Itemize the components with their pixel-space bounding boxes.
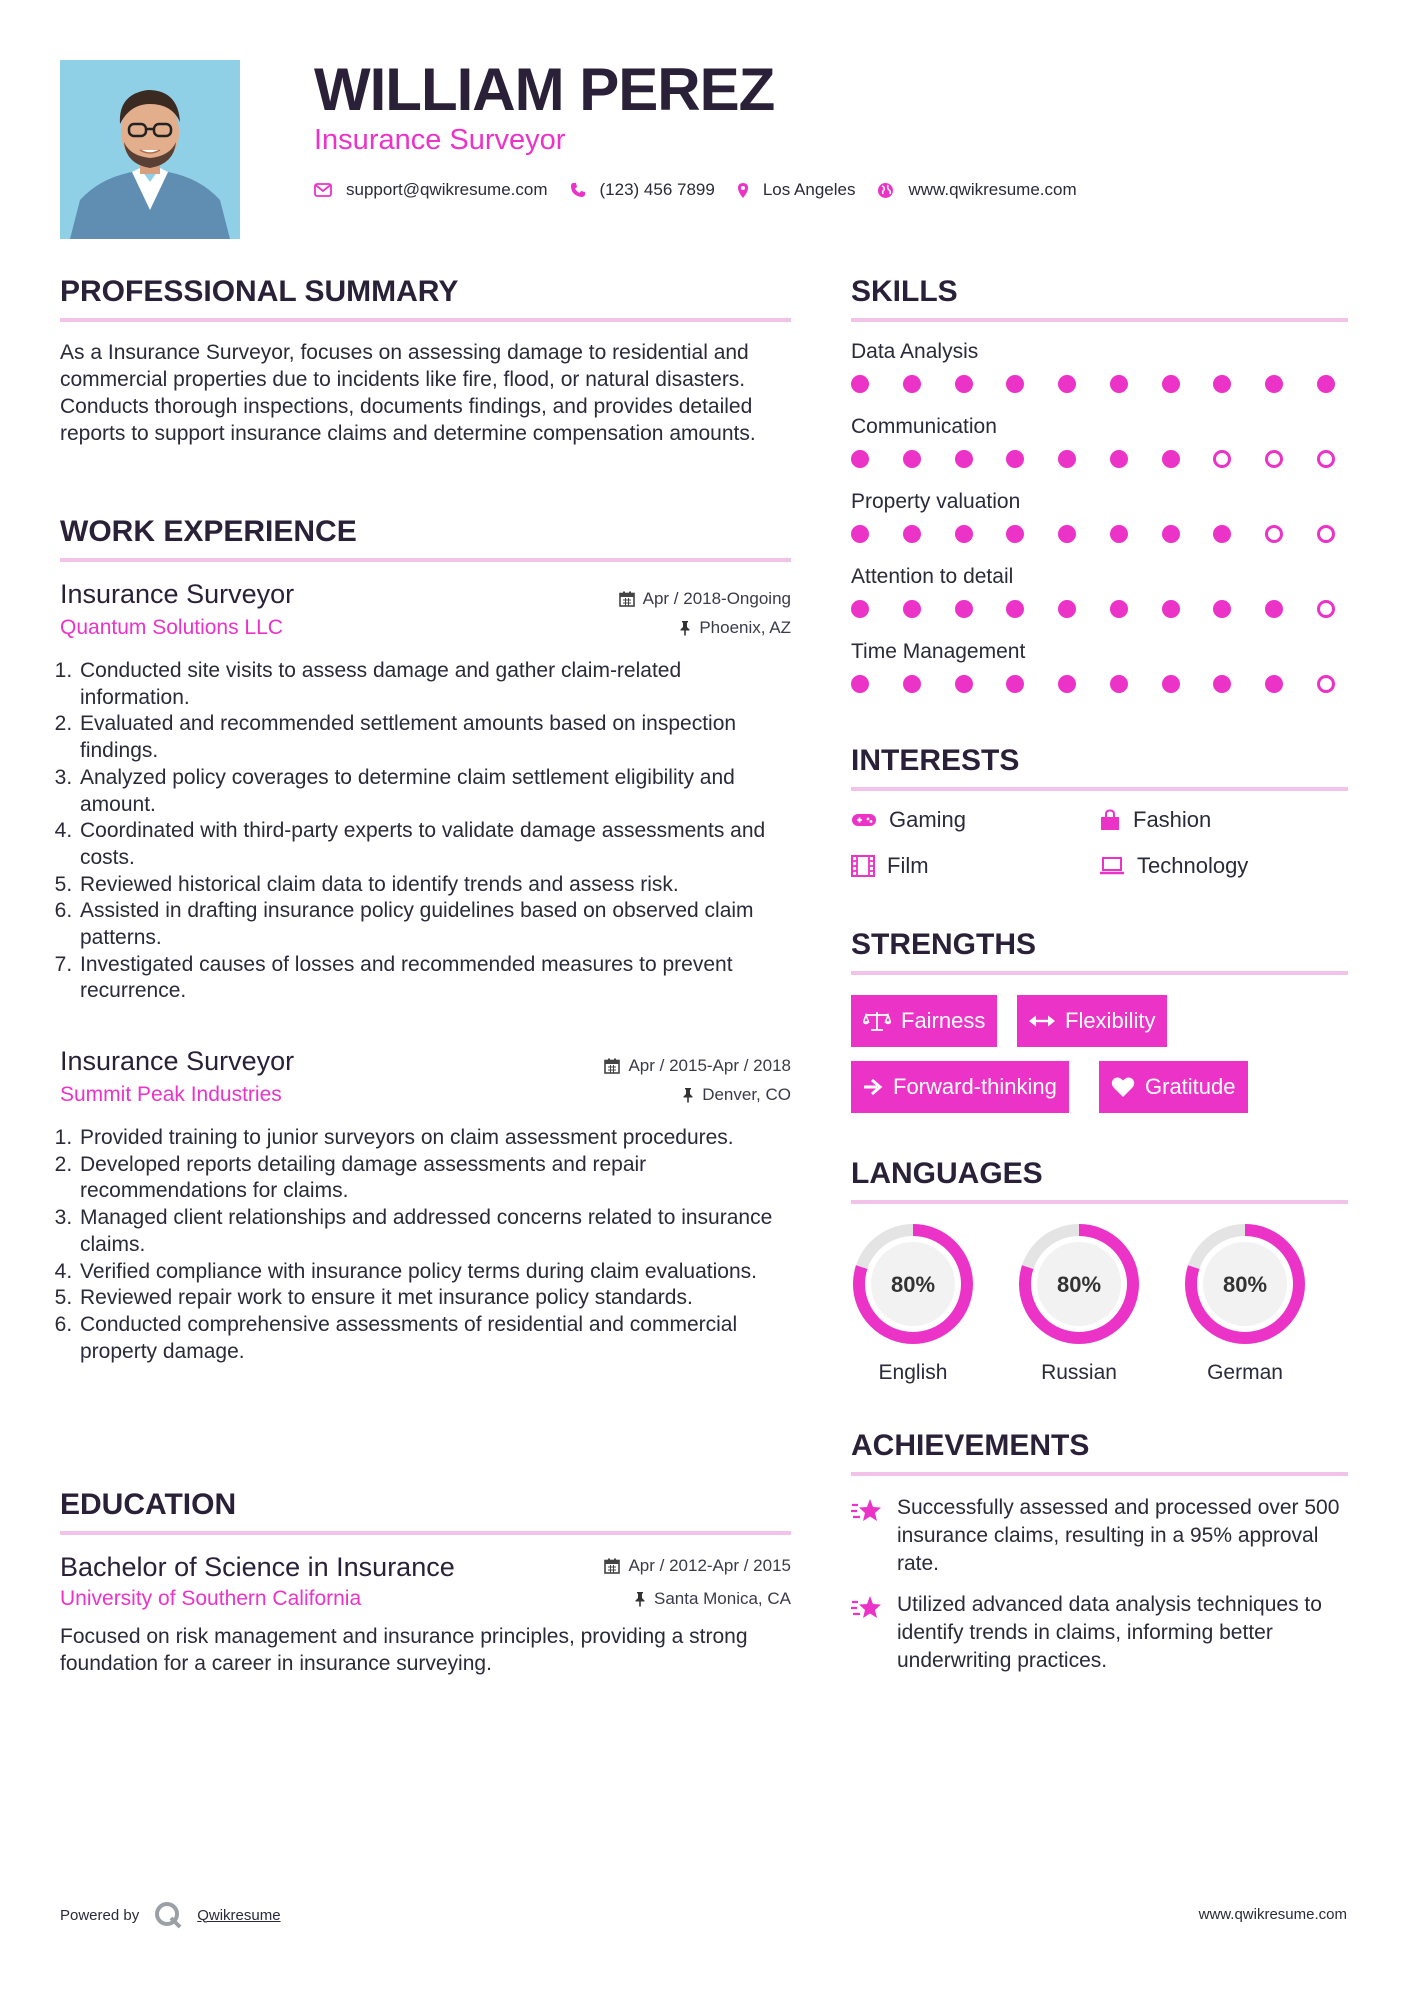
skill-dot-filled: [1006, 525, 1024, 543]
candidate-name: WILLIAM PEREZ: [314, 56, 775, 123]
strengths-section: [851, 927, 1348, 1125]
job-entry: [60, 578, 791, 1005]
job-bullet: 6. Assisted in drafting insurance policy guidelines based on observed claim patterns.: [78, 898, 791, 951]
skill-dot-filled: [903, 525, 921, 543]
skill-dot-filled: [1110, 375, 1128, 393]
experience-heading: WORK EXPERIENCE: [60, 515, 357, 548]
skill-dot-filled: [1265, 375, 1283, 393]
email-text: support@qwikresume.com: [346, 180, 548, 199]
languages-divider: [851, 1200, 1348, 1204]
skill-dot-filled: [1213, 600, 1231, 618]
education-section: [60, 1487, 791, 1677]
education-dates: [604, 1555, 791, 1577]
strength-label: Forward-thinking: [893, 1074, 1057, 1099]
skill-dot-filled: [1162, 525, 1180, 543]
skill-dot-filled: [1265, 600, 1283, 618]
skill-dot-filled: [1162, 375, 1180, 393]
skill-dot-filled: [851, 675, 869, 693]
education-divider: [60, 1531, 791, 1535]
skill-dot-filled: [955, 375, 973, 393]
job-dates: [619, 588, 791, 610]
skill-dot-filled: [1110, 450, 1128, 468]
heart-icon: [1111, 1076, 1135, 1098]
skill-name: Property valuation: [851, 490, 1021, 513]
contact-website[interactable]: [877, 180, 1076, 200]
strength-chip: [851, 1061, 1069, 1113]
job-bullet: 1. Conducted site visits to assess damage and gather claim-related information.: [78, 658, 791, 711]
education-dates-text: Apr / 2012-Apr / 2015: [628, 1556, 791, 1575]
job-bullet: 1. Provided training to junior surveyors on claim assessment procedures.: [78, 1125, 791, 1152]
strengths-heading: STRENGTHS: [851, 928, 1037, 961]
skill-item: [851, 338, 1348, 413]
language-ring: [851, 1222, 975, 1346]
double-arrow-icon: [1029, 1014, 1055, 1028]
skill-item: [851, 488, 1348, 563]
skill-dot-filled: [1058, 600, 1076, 618]
skill-dot-filled: [1006, 450, 1024, 468]
phone-icon: [570, 182, 586, 198]
pushpin-icon: [682, 1087, 694, 1103]
job-bullets: [60, 658, 791, 1005]
skill-item: [851, 638, 1348, 713]
language-ring: [1183, 1222, 1307, 1346]
interest-item: [851, 853, 929, 879]
job-title: Insurance Surveyor: [60, 579, 295, 609]
powered-by-text: Powered by: [60, 1906, 140, 1924]
candidate-title: Insurance Surveyor: [314, 124, 566, 156]
skill-dot-filled: [903, 600, 921, 618]
interest-label: Gaming: [889, 807, 967, 832]
job-bullet: 7. Investigated causes of losses and recommended measures to prevent recurrence.: [78, 952, 791, 1005]
film-icon: [851, 855, 875, 877]
job-bullet: 3. Analyzed policy coverages to determine claim settlement eligibility and amount.: [78, 765, 791, 818]
contact-email[interactable]: [314, 180, 548, 200]
summary-section: [60, 274, 791, 447]
skill-dot-filled: [851, 450, 869, 468]
calendar-icon: [619, 591, 635, 607]
skill-dot-filled: [1058, 525, 1076, 543]
interest-label: Film: [887, 853, 929, 878]
skill-dot-empty: [1265, 450, 1283, 468]
brand-link[interactable]: Qwikresume: [197, 1906, 281, 1924]
skill-dot-filled: [851, 375, 869, 393]
strength-chip: [851, 995, 997, 1047]
summary-heading: PROFESSIONAL SUMMARY: [60, 275, 459, 308]
skill-dot-filled: [903, 675, 921, 693]
skills-heading: SKILLS: [851, 275, 958, 308]
job-bullet: 5. Reviewed historical claim data to identify trends and assess risk.: [78, 872, 791, 899]
achievement-text: Utilized advanced data analysis techniques to identify trends in claims, informing better underwriting practices.: [897, 1593, 1322, 1672]
globe-icon: [877, 182, 894, 199]
skill-dot-filled: [1213, 675, 1231, 693]
job-location: [682, 1084, 791, 1106]
footer-website[interactable]: www.qwikresume.com: [1198, 1906, 1347, 1923]
ring-percent: 80%: [890, 1272, 936, 1297]
job-dates-text: Apr / 2018-Ongoing: [642, 589, 791, 608]
ring-percent: 80%: [1222, 1272, 1268, 1297]
achievements-section: [851, 1428, 1348, 1675]
summary-divider: [60, 318, 791, 322]
profile-photo-illustration: [60, 60, 240, 239]
job-bullet: 2. Evaluated and recommended settlement amounts based on inspection findings.: [78, 711, 791, 764]
achievement-text: Successfully assessed and processed over 500 insurance claims, resulting in a 95% approval rate.: [897, 1496, 1340, 1575]
shooting-star-icon: [851, 1496, 883, 1524]
skill-dot-empty: [1213, 450, 1231, 468]
skill-rating: [851, 375, 1335, 393]
education-heading: EDUCATION: [60, 1488, 237, 1521]
interest-item: [1099, 807, 1211, 833]
skill-item: [851, 413, 1348, 488]
laptop-icon: [1099, 856, 1125, 876]
interests-heading: INTERESTS: [851, 744, 1020, 777]
skill-dot-filled: [903, 450, 921, 468]
skill-name: Time Management: [851, 640, 1026, 663]
job-dates: [604, 1055, 791, 1077]
job-title: Insurance Surveyor: [60, 1046, 295, 1076]
skill-dot-filled: [1006, 675, 1024, 693]
job-entry: [60, 1045, 791, 1365]
job-bullet: 2. Developed reports detailing damage assessments and repair recommendations for claims.: [78, 1152, 791, 1205]
skill-dot-filled: [851, 600, 869, 618]
interest-item: [1099, 853, 1248, 879]
strength-label: Gratitude: [1145, 1074, 1236, 1099]
language-name: English: [878, 1361, 948, 1384]
skill-rating: [851, 600, 1335, 618]
skills-section: [851, 274, 1348, 713]
language-item: [1183, 1222, 1307, 1385]
skill-dot-filled: [1110, 675, 1128, 693]
summary-text: As a Insurance Surveyor, focuses on assessing damage to residential and commercial properties due to incidents like fire, flood, or natural disasters. Conducts thorough inspections, documents findings, and provides detailed reports to support insurance claims and determine compensation amounts.: [60, 341, 756, 445]
skills-divider: [851, 318, 1348, 322]
job-location-text: Denver, CO: [702, 1085, 791, 1104]
skill-name: Communication: [851, 415, 997, 438]
language-ring: [1017, 1222, 1141, 1346]
strength-label: Fairness: [901, 1008, 986, 1033]
contact-location: [737, 180, 856, 200]
job-bullet: 3. Managed client relationships and addressed concerns related to insurance claims.: [78, 1205, 791, 1258]
calendar-icon: [604, 1058, 620, 1074]
balance-scale-icon: [863, 1010, 891, 1032]
school-name: University of Southern California: [60, 1587, 362, 1610]
skill-dot-empty: [1317, 600, 1335, 618]
skill-dot-empty: [1265, 525, 1283, 543]
skill-dot-filled: [1110, 525, 1128, 543]
contact-phone[interactable]: [570, 180, 715, 200]
interest-label: Technology: [1137, 853, 1249, 878]
experience-divider: [60, 558, 791, 562]
skill-dot-filled: [851, 525, 869, 543]
map-pin-icon: [737, 182, 749, 199]
skill-rating: [851, 675, 1335, 693]
skill-dot-empty: [1317, 450, 1335, 468]
skill-rating: [851, 450, 1335, 468]
company-name: Quantum Solutions LLC: [60, 616, 283, 639]
profile-photo: [60, 60, 240, 239]
skill-dot-filled: [1006, 375, 1024, 393]
language-name: Russian: [1041, 1361, 1117, 1384]
job-bullet: 4. Verified compliance with insurance policy terms during claim evaluations.: [78, 1259, 791, 1286]
achievements-divider: [851, 1472, 1348, 1476]
skills-list: [851, 338, 1348, 713]
education-location: [634, 1588, 791, 1610]
contact-bar: [314, 176, 1099, 204]
interest-item: [851, 807, 966, 833]
arrow-right-icon: [863, 1078, 883, 1096]
skill-dot-filled: [1162, 675, 1180, 693]
skill-dot-filled: [955, 450, 973, 468]
gamepad-icon: [851, 812, 877, 828]
strength-chip: [1017, 995, 1167, 1047]
achievement-item: [851, 1591, 1348, 1675]
language-item: [851, 1222, 975, 1385]
footer-powered-by: [60, 1900, 281, 1930]
strength-chip: [1099, 1061, 1248, 1113]
skill-item: [851, 563, 1348, 638]
job-dates-text: Apr / 2015-Apr / 2018: [628, 1056, 791, 1075]
skill-dot-filled: [1213, 525, 1231, 543]
skill-dot-filled: [1058, 375, 1076, 393]
interests-divider: [851, 787, 1348, 791]
skill-rating: [851, 525, 1335, 543]
qwikresume-logo-icon: [153, 1900, 183, 1930]
languages-section: [851, 1156, 1348, 1385]
website-text: www.qwikresume.com: [908, 180, 1077, 199]
languages-heading: LANGUAGES: [851, 1157, 1043, 1190]
skill-dot-empty: [1317, 675, 1335, 693]
ring-percent: 80%: [1056, 1272, 1102, 1297]
job-location-text: Phoenix, AZ: [699, 618, 791, 637]
phone-text: (123) 456 7899: [599, 180, 715, 199]
skill-dot-filled: [903, 375, 921, 393]
skill-dot-filled: [1058, 675, 1076, 693]
achievement-item: [851, 1494, 1348, 1578]
job-bullet: 6. Conducted comprehensive assessments of residential and commercial property damage.: [78, 1312, 791, 1365]
location-text: Los Angeles: [762, 180, 856, 199]
skill-dot-filled: [955, 600, 973, 618]
shooting-star-icon: [851, 1593, 883, 1621]
skill-dot-empty: [1317, 525, 1335, 543]
skill-dot-filled: [955, 675, 973, 693]
skill-name: Attention to detail: [851, 565, 1014, 588]
pushpin-icon: [679, 620, 691, 636]
envelope-icon: [314, 183, 332, 197]
skill-dot-filled: [1110, 600, 1128, 618]
strength-label: Flexibility: [1065, 1008, 1156, 1033]
language-item: [1017, 1222, 1141, 1385]
job-location: [679, 617, 791, 639]
skill-name: Data Analysis: [851, 340, 979, 363]
skill-dot-filled: [1162, 450, 1180, 468]
job-bullet: 4. Coordinated with third-party experts to validate damage assessments and costs.: [78, 818, 791, 871]
strengths-divider: [851, 971, 1348, 975]
job-bullets: [60, 1125, 791, 1365]
experience-section: [60, 514, 791, 562]
skill-dot-filled: [1058, 450, 1076, 468]
achievements-heading: ACHIEVEMENTS: [851, 1429, 1090, 1462]
calendar-icon: [604, 1558, 620, 1574]
pushpin-icon: [634, 1591, 646, 1607]
skill-dot-filled: [955, 525, 973, 543]
language-name: German: [1207, 1361, 1283, 1384]
skill-dot-filled: [1317, 375, 1335, 393]
skill-dot-filled: [1162, 600, 1180, 618]
job-bullet: 5. Reviewed repair work to ensure it met insurance policy standards.: [78, 1285, 791, 1312]
degree-title: Bachelor of Science in Insurance: [60, 1552, 455, 1582]
skill-dot-filled: [1265, 675, 1283, 693]
skill-dot-filled: [1213, 375, 1231, 393]
education-description: Focused on risk management and insurance principles, providing a strong foundation for a career in insurance surveying.: [60, 1625, 748, 1675]
interests-section: [851, 743, 1348, 897]
education-location-text: Santa Monica, CA: [653, 1589, 791, 1608]
skill-dot-filled: [1006, 600, 1024, 618]
interest-label: Fashion: [1133, 807, 1212, 832]
company-name: Summit Peak Industries: [60, 1083, 282, 1106]
shopping-bag-icon: [1099, 809, 1121, 831]
